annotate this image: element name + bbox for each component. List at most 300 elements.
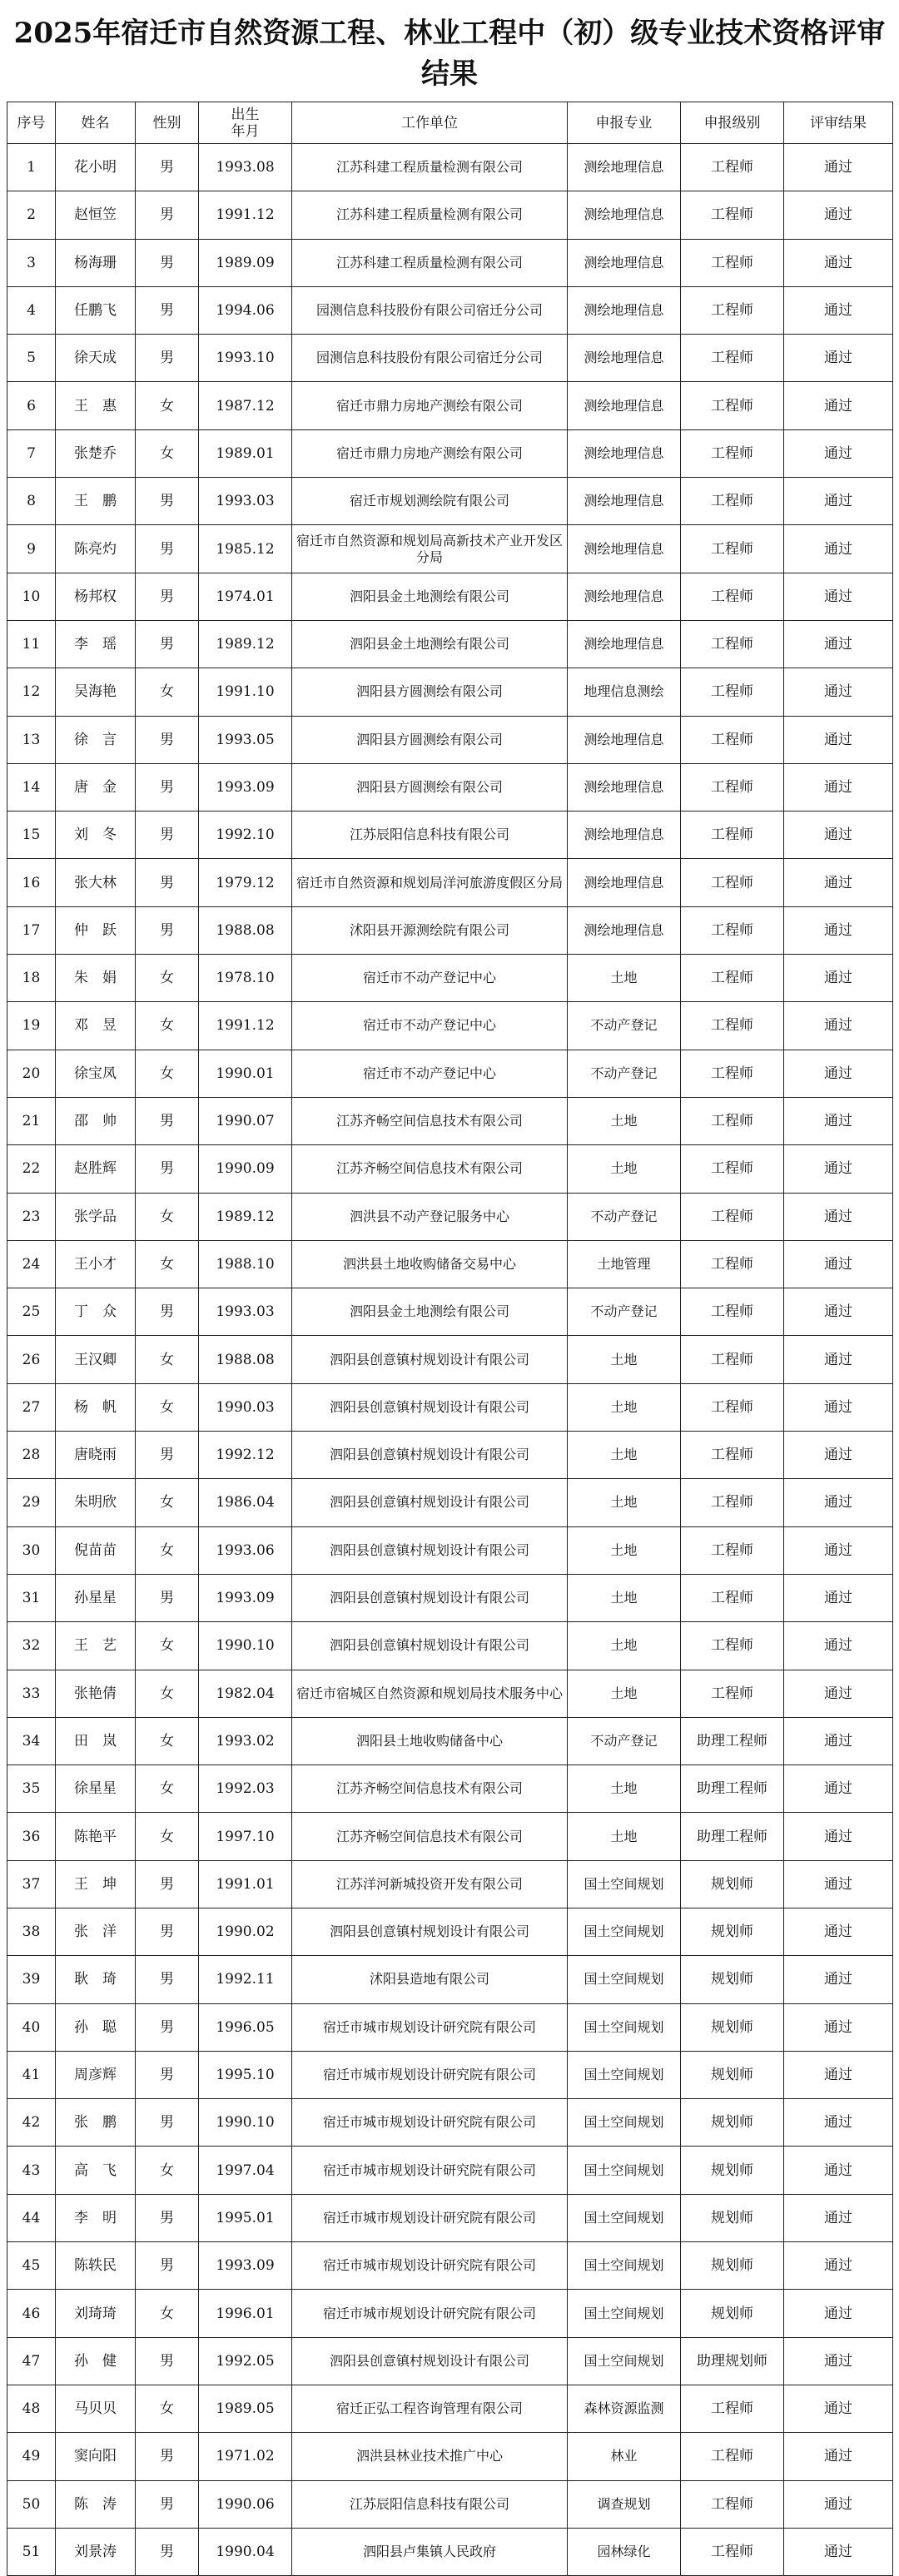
cell-unit: 泗阳县创意镇村规划设计有限公司 — [292, 1336, 568, 1383]
cell-birth: 1974.01 — [199, 573, 292, 620]
cell-specialty: 土地 — [568, 1526, 681, 1574]
cell-index: 28 — [7, 1432, 56, 1479]
cell-specialty: 测绘地理信息 — [568, 906, 681, 954]
table-row — [7, 906, 893, 954]
cell-index: 34 — [7, 1717, 56, 1764]
table-row — [7, 2242, 893, 2290]
cell-birth: 1990.04 — [199, 2528, 292, 2575]
cell-result: 通过 — [784, 1240, 893, 1288]
cell-unit: 宿迁市鼎力房地产测绘有限公司 — [292, 382, 568, 429]
cell-birth: 1982.04 — [199, 1670, 292, 1717]
cell-birth: 1993.02 — [199, 1717, 292, 1764]
cell-gender: 男 — [136, 620, 199, 668]
cell-specialty: 测绘地理信息 — [568, 716, 681, 763]
cell-unit: 泗阳县土地收购储备中心 — [292, 1717, 568, 1764]
cell-birth: 1996.05 — [199, 2003, 292, 2051]
cell-gender: 男 — [136, 335, 199, 382]
cell-specialty: 土地 — [568, 1813, 681, 1860]
cell-name: 窦向阳 — [56, 2433, 136, 2480]
cell-level: 工程师 — [681, 144, 784, 191]
cell-specialty: 测绘地理信息 — [568, 239, 681, 286]
cell-specialty: 测绘地理信息 — [568, 620, 681, 668]
cell-result: 通过 — [784, 716, 893, 763]
cell-specialty: 国土空间规划 — [568, 2290, 681, 2337]
table-row — [7, 1432, 893, 1479]
cell-level: 工程师 — [681, 1432, 784, 1479]
cell-name: 赵恒笠 — [56, 191, 136, 239]
cell-level: 工程师 — [681, 573, 784, 620]
cell-index: 37 — [7, 1860, 56, 1908]
cell-specialty: 林业 — [568, 2433, 681, 2480]
cell-result: 通过 — [784, 1050, 893, 1097]
cell-gender: 男 — [136, 2242, 199, 2290]
cell-birth: 1993.08 — [199, 144, 292, 191]
cell-gender: 女 — [136, 1622, 199, 1670]
cell-result: 通过 — [784, 1336, 893, 1383]
table-row — [7, 1479, 893, 1526]
cell-specialty: 土地 — [568, 1336, 681, 1383]
cell-specialty: 国土空间规划 — [568, 2051, 681, 2098]
cell-birth: 1996.01 — [199, 2290, 292, 2337]
cell-gender: 男 — [136, 906, 199, 954]
table-row — [7, 286, 893, 334]
cell-level: 规划师 — [681, 1956, 784, 2003]
cell-result: 通过 — [784, 2194, 893, 2241]
cell-name: 李 瑶 — [56, 620, 136, 668]
cell-level: 工程师 — [681, 716, 784, 763]
cell-unit: 江苏辰阳信息科技有限公司 — [292, 812, 568, 859]
cell-specialty: 测绘地理信息 — [568, 525, 681, 573]
cell-specialty: 测绘地理信息 — [568, 429, 681, 477]
cell-gender: 男 — [136, 812, 199, 859]
cell-gender: 男 — [136, 573, 199, 620]
cell-specialty: 不动产登记 — [568, 1050, 681, 1097]
cell-gender: 男 — [136, 2337, 199, 2385]
cell-birth: 1991.10 — [199, 668, 292, 716]
cell-result: 通过 — [784, 429, 893, 477]
cell-result: 通过 — [784, 955, 893, 1002]
table-row — [7, 1908, 893, 1955]
cell-unit: 泗阳县创意镇村规划设计有限公司 — [292, 1432, 568, 1479]
cell-index: 12 — [7, 668, 56, 716]
cell-index: 10 — [7, 573, 56, 620]
cell-name: 杨海珊 — [56, 239, 136, 286]
cell-level: 规划师 — [681, 2003, 784, 2051]
cell-unit: 泗阳县方圆测绘有限公司 — [292, 716, 568, 763]
cell-index: 35 — [7, 1765, 56, 1813]
cell-result: 通过 — [784, 668, 893, 716]
cell-index: 47 — [7, 2337, 56, 2385]
cell-gender: 男 — [136, 859, 199, 906]
header-birth-line1: 出生 — [231, 106, 260, 123]
cell-unit: 江苏齐畅空间信息技术有限公司 — [292, 1097, 568, 1144]
cell-index: 7 — [7, 429, 56, 477]
cell-name: 王小才 — [56, 1240, 136, 1288]
cell-specialty: 土地 — [568, 1765, 681, 1813]
cell-index: 1 — [7, 144, 56, 191]
cell-unit: 宿迁市不动产登记中心 — [292, 1002, 568, 1050]
cell-result: 通过 — [784, 1432, 893, 1479]
cell-index: 33 — [7, 1670, 56, 1717]
cell-result: 通过 — [784, 1002, 893, 1050]
cell-name: 耿 琦 — [56, 1956, 136, 2003]
cell-name: 马贝贝 — [56, 2385, 136, 2432]
cell-level: 规划师 — [681, 1908, 784, 1955]
header-index: 序号 — [7, 102, 56, 144]
cell-specialty: 测绘地理信息 — [568, 763, 681, 811]
cell-specialty: 国土空间规划 — [568, 1860, 681, 1908]
cell-index: 43 — [7, 2147, 56, 2194]
cell-birth: 1992.11 — [199, 1956, 292, 2003]
cell-unit: 泗洪县林业技术推广中心 — [292, 2433, 568, 2480]
cell-unit: 江苏辰阳信息科技有限公司 — [292, 2480, 568, 2528]
cell-gender: 男 — [136, 144, 199, 191]
cell-gender: 男 — [136, 2480, 199, 2528]
cell-level: 工程师 — [681, 2385, 784, 2432]
cell-index: 26 — [7, 1336, 56, 1383]
cell-index: 39 — [7, 1956, 56, 2003]
cell-index: 8 — [7, 478, 56, 525]
cell-gender: 男 — [136, 1956, 199, 2003]
cell-birth: 1978.10 — [199, 955, 292, 1002]
cell-result: 通过 — [784, 1383, 893, 1431]
cell-specialty: 土地 — [568, 1383, 681, 1431]
cell-gender: 女 — [136, 429, 199, 477]
cell-index: 38 — [7, 1908, 56, 1955]
cell-level: 工程师 — [681, 429, 784, 477]
cell-gender: 男 — [136, 763, 199, 811]
cell-index: 15 — [7, 812, 56, 859]
cell-name: 赵胜辉 — [56, 1145, 136, 1193]
cell-gender: 男 — [136, 1145, 199, 1193]
cell-index: 9 — [7, 525, 56, 573]
table-row — [7, 525, 893, 573]
cell-specialty: 国土空间规划 — [568, 2194, 681, 2241]
cell-unit: 江苏科建工程质量检测有限公司 — [292, 239, 568, 286]
cell-level: 规划师 — [681, 2051, 784, 2098]
cell-index: 20 — [7, 1050, 56, 1097]
table-row — [7, 2051, 893, 2098]
cell-unit: 宿迁市城市规划设计研究院有限公司 — [292, 2194, 568, 2241]
cell-unit: 泗阳县创意镇村规划设计有限公司 — [292, 1383, 568, 1431]
cell-specialty: 测绘地理信息 — [568, 335, 681, 382]
cell-level: 工程师 — [681, 1383, 784, 1431]
cell-level: 规划师 — [681, 2242, 784, 2290]
cell-specialty: 测绘地理信息 — [568, 573, 681, 620]
cell-birth: 1997.04 — [199, 2147, 292, 2194]
cell-unit: 泗阳县金土地测绘有限公司 — [292, 620, 568, 668]
cell-result: 通过 — [784, 573, 893, 620]
cell-index: 46 — [7, 2290, 56, 2337]
cell-specialty: 土地 — [568, 955, 681, 1002]
cell-unit: 泗阳县创意镇村规划设计有限公司 — [292, 1526, 568, 1574]
cell-gender: 男 — [136, 525, 199, 573]
cell-unit: 泗阳县创意镇村规划设计有限公司 — [292, 1908, 568, 1955]
cell-birth: 1988.10 — [199, 1240, 292, 1288]
header-gender: 性别 — [136, 102, 199, 144]
cell-unit: 泗阳县创意镇村规划设计有限公司 — [292, 1622, 568, 1670]
cell-gender: 女 — [136, 382, 199, 429]
cell-specialty: 不动产登记 — [568, 1193, 681, 1240]
cell-index: 5 — [7, 335, 56, 382]
cell-birth: 1989.12 — [199, 1193, 292, 1240]
cell-index: 21 — [7, 1097, 56, 1144]
cell-level: 工程师 — [681, 286, 784, 334]
header-birth-line2: 年月 — [231, 122, 260, 140]
cell-level: 规划师 — [681, 2290, 784, 2337]
cell-index: 2 — [7, 191, 56, 239]
cell-level: 规划师 — [681, 2147, 784, 2194]
cell-name: 周彦辉 — [56, 2051, 136, 2098]
table-row — [7, 812, 893, 859]
cell-name: 张 鹏 — [56, 2099, 136, 2147]
cell-gender: 男 — [136, 1288, 199, 1336]
cell-birth: 1993.09 — [199, 2242, 292, 2290]
cell-birth: 1990.10 — [199, 2099, 292, 2147]
cell-result: 通过 — [784, 1908, 893, 1955]
cell-birth: 1990.02 — [199, 1908, 292, 1955]
cell-result: 通过 — [784, 1288, 893, 1336]
cell-name: 邵 帅 — [56, 1097, 136, 1144]
cell-birth: 1986.04 — [199, 1479, 292, 1526]
results-table — [7, 102, 893, 2576]
cell-name: 孙星星 — [56, 1574, 136, 1621]
table-row — [7, 859, 893, 906]
cell-specialty: 土地 — [568, 1622, 681, 1670]
cell-result: 通过 — [784, 812, 893, 859]
cell-birth: 1988.08 — [199, 906, 292, 954]
cell-result: 通过 — [784, 1574, 893, 1621]
cell-specialty: 不动产登记 — [568, 1717, 681, 1764]
cell-name: 张学品 — [56, 1193, 136, 1240]
cell-specialty: 国土空间规划 — [568, 1908, 681, 1955]
cell-birth: 1997.10 — [199, 1813, 292, 1860]
cell-birth: 1988.08 — [199, 1336, 292, 1383]
cell-unit: 宿迁市鼎力房地产测绘有限公司 — [292, 429, 568, 477]
cell-birth: 1990.07 — [199, 1097, 292, 1144]
cell-gender: 女 — [136, 1765, 199, 1813]
cell-unit: 沭阳县造地有限公司 — [292, 1956, 568, 2003]
cell-index: 48 — [7, 2385, 56, 2432]
cell-birth: 1971.02 — [199, 2433, 292, 2480]
cell-specialty: 土地管理 — [568, 1240, 681, 1288]
cell-level: 工程师 — [681, 1479, 784, 1526]
cell-result: 通过 — [784, 1717, 893, 1764]
cell-unit: 江苏科建工程质量检测有限公司 — [292, 191, 568, 239]
cell-unit: 宿迁市城市规划设计研究院有限公司 — [292, 2242, 568, 2290]
cell-birth: 1993.09 — [199, 1574, 292, 1621]
table-row — [7, 2099, 893, 2147]
cell-name: 王 惠 — [56, 382, 136, 429]
cell-name: 张楚乔 — [56, 429, 136, 477]
cell-unit: 泗阳县方圆测绘有限公司 — [292, 668, 568, 716]
cell-level: 工程师 — [681, 2528, 784, 2575]
cell-name: 李 明 — [56, 2194, 136, 2241]
cell-unit: 宿迁市城市规划设计研究院有限公司 — [292, 2003, 568, 2051]
cell-level: 工程师 — [681, 620, 784, 668]
cell-level: 工程师 — [681, 1336, 784, 1383]
cell-birth: 1991.12 — [199, 191, 292, 239]
cell-specialty: 土地 — [568, 1479, 681, 1526]
cell-name: 倪苗苗 — [56, 1526, 136, 1574]
table-row — [7, 1574, 893, 1621]
cell-gender: 男 — [136, 478, 199, 525]
cell-level: 工程师 — [681, 763, 784, 811]
cell-specialty: 调查规划 — [568, 2480, 681, 2528]
cell-index: 44 — [7, 2194, 56, 2241]
cell-level: 工程师 — [681, 191, 784, 239]
cell-level: 工程师 — [681, 1050, 784, 1097]
table-row — [7, 1383, 893, 1431]
cell-birth: 1992.03 — [199, 1765, 292, 1813]
cell-gender: 男 — [136, 2099, 199, 2147]
cell-result: 通过 — [784, 2290, 893, 2337]
table-row — [7, 573, 893, 620]
cell-level: 工程师 — [681, 1145, 784, 1193]
cell-unit: 宿迁市规划测绘院有限公司 — [292, 478, 568, 525]
cell-gender: 女 — [136, 668, 199, 716]
cell-specialty: 测绘地理信息 — [568, 382, 681, 429]
cell-index: 36 — [7, 1813, 56, 1860]
cell-unit: 江苏科建工程质量检测有限公司 — [292, 144, 568, 191]
cell-unit: 宿迁市城市规划设计研究院有限公司 — [292, 2147, 568, 2194]
cell-result: 通过 — [784, 2528, 893, 2575]
cell-result: 通过 — [784, 1479, 893, 1526]
cell-unit: 园测信息科技股份有限公司宿迁分公司 — [292, 286, 568, 334]
cell-result: 通过 — [784, 859, 893, 906]
cell-level: 工程师 — [681, 239, 784, 286]
cell-name: 张大林 — [56, 859, 136, 906]
cell-name: 仲 跃 — [56, 906, 136, 954]
cell-result: 通过 — [784, 2433, 893, 2480]
table-row — [7, 335, 893, 382]
cell-index: 42 — [7, 2099, 56, 2147]
cell-unit: 江苏齐畅空间信息技术有限公司 — [292, 1145, 568, 1193]
cell-result: 通过 — [784, 2051, 893, 2098]
cell-level: 工程师 — [681, 812, 784, 859]
table-row — [7, 1240, 893, 1288]
cell-unit: 泗阳县金土地测绘有限公司 — [292, 1288, 568, 1336]
cell-specialty: 土地 — [568, 1670, 681, 1717]
table-row — [7, 620, 893, 668]
cell-result: 通过 — [784, 1860, 893, 1908]
cell-result: 通过 — [784, 620, 893, 668]
header-level: 申报级别 — [681, 102, 784, 144]
cell-result: 通过 — [784, 1670, 893, 1717]
cell-name: 唐 金 — [56, 763, 136, 811]
table-row — [7, 1622, 893, 1670]
cell-unit: 宿迁市城市规划设计研究院有限公司 — [292, 2099, 568, 2147]
cell-name: 陈艳平 — [56, 1813, 136, 1860]
cell-gender: 男 — [136, 2051, 199, 2098]
cell-result: 通过 — [784, 2147, 893, 2194]
cell-result: 通过 — [784, 1193, 893, 1240]
cell-index: 27 — [7, 1383, 56, 1431]
cell-name: 唐晓雨 — [56, 1432, 136, 1479]
cell-name: 张 洋 — [56, 1908, 136, 1955]
cell-result: 通过 — [784, 1097, 893, 1144]
cell-specialty: 国土空间规划 — [568, 2099, 681, 2147]
cell-specialty: 国土空间规划 — [568, 2147, 681, 2194]
cell-level: 工程师 — [681, 1193, 784, 1240]
cell-index: 19 — [7, 1002, 56, 1050]
cell-level: 工程师 — [681, 2433, 784, 2480]
table-row — [7, 191, 893, 239]
cell-unit: 宿迁市自然资源和规划局高新技术产业开发区分局 — [292, 525, 568, 573]
table-row — [7, 1860, 893, 1908]
cell-specialty: 国土空间规划 — [568, 2003, 681, 2051]
table-row — [7, 382, 893, 429]
cell-specialty: 测绘地理信息 — [568, 812, 681, 859]
cell-index: 41 — [7, 2051, 56, 2098]
table-row — [7, 1765, 893, 1813]
cell-level: 工程师 — [681, 1622, 784, 1670]
cell-index: 25 — [7, 1288, 56, 1336]
cell-specialty: 不动产登记 — [568, 1002, 681, 1050]
cell-level: 助理工程师 — [681, 1765, 784, 1813]
cell-result: 通过 — [784, 906, 893, 954]
cell-name: 陈亮灼 — [56, 525, 136, 573]
cell-name: 陈轶民 — [56, 2242, 136, 2290]
header-birth — [199, 102, 292, 144]
cell-gender: 男 — [136, 1574, 199, 1621]
cell-result: 通过 — [784, 191, 893, 239]
cell-gender: 女 — [136, 2385, 199, 2432]
cell-unit: 泗阳县创意镇村规划设计有限公司 — [292, 2337, 568, 2385]
cell-index: 18 — [7, 955, 56, 1002]
cell-result: 通过 — [784, 2099, 893, 2147]
cell-name: 刘景涛 — [56, 2528, 136, 2575]
cell-birth: 1993.06 — [199, 1526, 292, 1574]
cell-level: 工程师 — [681, 1574, 784, 1621]
cell-name: 徐宝凤 — [56, 1050, 136, 1097]
cell-result: 通过 — [784, 1765, 893, 1813]
cell-unit: 泗阳县金土地测绘有限公司 — [292, 573, 568, 620]
cell-name: 徐天成 — [56, 335, 136, 382]
table-row — [7, 1050, 893, 1097]
cell-birth: 1991.12 — [199, 1002, 292, 1050]
cell-name: 任鹏飞 — [56, 286, 136, 334]
cell-level: 工程师 — [681, 1002, 784, 1050]
cell-result: 通过 — [784, 763, 893, 811]
cell-index: 32 — [7, 1622, 56, 1670]
cell-level: 工程师 — [681, 478, 784, 525]
cell-level: 工程师 — [681, 382, 784, 429]
cell-name: 徐星星 — [56, 1765, 136, 1813]
cell-birth: 1987.12 — [199, 382, 292, 429]
cell-gender: 女 — [136, 955, 199, 1002]
cell-gender: 男 — [136, 1860, 199, 1908]
cell-name: 杨 帆 — [56, 1383, 136, 1431]
table-row — [7, 668, 893, 716]
cell-gender: 女 — [136, 1670, 199, 1717]
cell-level: 助理工程师 — [681, 1717, 784, 1764]
table-row — [7, 2337, 893, 2385]
table-row — [7, 239, 893, 286]
cell-name: 邓 昱 — [56, 1002, 136, 1050]
table-row — [7, 1288, 893, 1336]
table-row — [7, 2433, 893, 2480]
cell-index: 13 — [7, 716, 56, 763]
table-row — [7, 2147, 893, 2194]
cell-level: 工程师 — [681, 859, 784, 906]
cell-name: 陈 涛 — [56, 2480, 136, 2528]
cell-birth: 1994.06 — [199, 286, 292, 334]
cell-birth: 1989.05 — [199, 2385, 292, 2432]
cell-result: 通过 — [784, 2480, 893, 2528]
cell-birth: 1992.10 — [199, 812, 292, 859]
cell-birth: 1995.10 — [199, 2051, 292, 2098]
